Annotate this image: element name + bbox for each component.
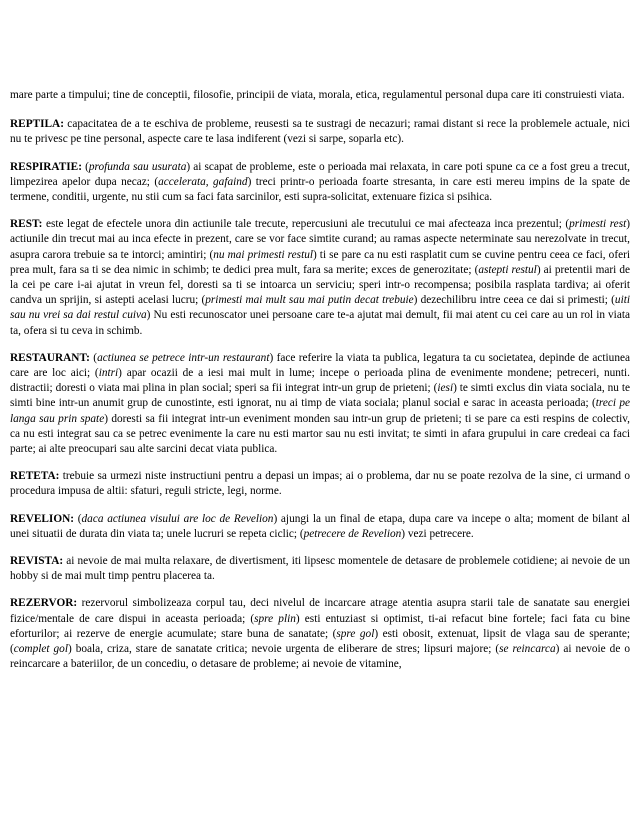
document-page (10, 88, 630, 685)
entry-text: ) actiunile din trecut mai au inca efecte in prezent, care se vor face simtite curand; au ramas aspecte neterminate sau nerezolvate in trecut, asupra carora trebuie sa te intorci; amintiri; ( (10, 218, 630, 261)
entry-text: ) face referire la viata ta publica, legatura ta cu societatea, depinde de actiunea care are loc aici; ( (10, 351, 630, 380)
entry-text: ) esti entuziast si optimist, ti-ai refacut bine fortele; faci fata cu bine eforturilor; ai rezerve de energie acumulate; stare buna de sanatate; ( (10, 612, 631, 640)
dictionary-entry (10, 596, 630, 672)
entry-text: ) ti se pare ca nu esti rasplatit cum se cuvine pentru ceea ce faci, oferi prea mult, fara sa ti se dea nimic in schimb; te dedici prea mult, fara sa merite; exces de generozitate; ( (10, 248, 630, 276)
entry-text: ) vezi petrecere. (401, 527, 474, 540)
dictionary-entry (10, 469, 630, 499)
entry-italic-note: se reincarca (499, 643, 556, 656)
dictionary-entry (10, 554, 630, 584)
entry-italic-note: uiti sau nu vrei sa dai restul cuiva (10, 294, 630, 322)
entry-term: REVISTA: (10, 555, 64, 568)
entry-term: RETETA: (10, 470, 60, 483)
continued-paragraph (10, 88, 630, 103)
entry-text: mare parte a timpului; tine de conceptii, filosofie, principii de viata, morala, etica, regulamentul personal dupa care iti construiesti viata. (10, 89, 625, 101)
entry-italic-note: spre plin (254, 612, 296, 625)
entry-text: ( (89, 351, 98, 364)
entry-italic-note: treci pe langa sau prin spate (10, 397, 630, 425)
entry-text: trebuie sa urmezi niste instructiuni pentru a depasi un impas; ai o problema, dar nu se poate rezolva de la sine, ci urmand o procedura impusa de altii: sfaturi, reguli stricte, legi, norme. (10, 470, 630, 498)
entry-term: REST: (10, 218, 43, 231)
entry-text: ) treci printr-o perioada foarte stresanta, in care esti mereu impins de la spate de termene, conditii, urgente, nu stii cum sa faci fata sarcinilor, esti supra-solicitat, extenuare fizica si psihica. (10, 175, 630, 204)
entry-italic-note: actiunea se petrece intr-un restaurant (97, 351, 270, 364)
entry-text: ) Nu esti recunoscator unei persoane care te-a ajutat mai demult, fii mai atent cu cei care au un rol in viata ta, ofera si tu ceva in schimb. (10, 309, 630, 337)
entry-text: ) ai scapat de probleme, este o perioada mai relaxata, in care poti spune ca ce a fost greu a trecut, limpezirea apelor dupa necaz; ( (10, 160, 630, 188)
entry-text: capacitatea de a te eschiva de probleme, reusesti sa te sustragi de necazuri; ramai distant si rece la problemele actuale, nici nu te privesc pe tine personal, aspecte care te lasa indiferent (vezi si sarpe, soparla etc). (10, 118, 630, 146)
entry-italic-note: nu mai primesti restul (213, 248, 313, 261)
entry-text: ai nevoie de mai multa relaxare, de divertisment, iti lipsesc momentele de detasare de problemele cotidiene; ai nevoie de un hobby si de mai mult timp pentru placerea ta. (10, 555, 630, 583)
entry-term: RESPIRATIE: (10, 160, 82, 173)
entry-text: ) ajungi la un final de etapa, dupa care va incepe o alta; moment de bilant al unei situatii de durata din viata ta; unele lucruri se repeta ciclic; ( (10, 512, 630, 540)
entry-italic-note: daca actiunea visului are loc de Revelion (81, 512, 274, 525)
entry-italic-note: astepti restul (478, 263, 537, 276)
entry-italic-note: petrecere de Revelion (303, 527, 402, 540)
dictionary-entry (10, 117, 630, 147)
entry-text: ) doresti sa fii integrat intr-un eveniment monden sau intr-un grup de prieteni; ti se pare ca esti respins de colectiv, ca nu esti integrat sau ca se petrec evenimente la care nu esti martor sau nu esti invitat; te simti in afara grupului in care credeai ca faci parte; ai alte preocupari sau alte sarcini decat viata publica. (10, 412, 631, 456)
dictionary-entry (10, 351, 630, 457)
entry-text: ) dezechilibru intre ceea ce dai si primesti; ( (413, 294, 615, 307)
entry-text: rezervorul simbolizeaza corpul tau, deci nivelul de incarcare atrage atentia asupra starii tale de sanatate sau energiei fizice/mentale de care dispui in aceasta perioada; ( (10, 597, 630, 625)
entry-term: RESTAURANT: (10, 351, 90, 364)
entry-text: ( (74, 512, 82, 525)
entry-text: ) te simti exclus din viata sociala, nu te simti bine intr-un anumit grup de cunostinte, esti ignorat, nu ai timp de viata sociala; planul social e sarac in aceasta perioada; ( (10, 382, 630, 410)
entry-italic-note: iesi (437, 382, 454, 395)
entry-text: este legat de efectele unora din actiunile tale trecute, repercusiuni ale trecutului ce mai afecteaza inca prezentul; ( (42, 218, 570, 231)
entry-italic-note: accelerata, gafaind (158, 175, 248, 188)
entry-term: REVELION: (10, 512, 75, 525)
entry-text: ) ai nevoie de o reincarcare a bateriilor, de un concediu, o detasare de probleme; ai nevoie de vitamine, (10, 643, 630, 671)
entry-term: REPTILA: (10, 118, 64, 131)
entry-italic-note: intri (98, 367, 119, 380)
dictionary-entry (10, 217, 630, 339)
entry-italic-note: complet gol (13, 643, 68, 656)
entry-text: ) apar ocazii de a iesi mai mult in lume; incepe o perioada plina de evenimente mondene; petreceri, nunti. distractii; doresti o viata mai plina in plan social; speri sa fii integrat intr-un grup de prieteni; ( (10, 367, 630, 395)
entry-term: REZERVOR: (10, 597, 78, 610)
entry-text: ) esti obosit, extenuat, lipsit de vlaga sau de sperante; ( (10, 627, 630, 656)
dictionary-entry (10, 160, 630, 206)
entry-text: ) ai pretentii mari de la cei pe care i-ai ajutat in vreun fel, doresti sa ti se intoarca un serviciu; speri intr-o recompensa; posibila rasplata tardiva; ai oferit candva un sprijin, si astepti acelasi lucru; ( (10, 263, 630, 307)
entry-italic-note: primesti mai mult sau mai putin decat trebuie (205, 294, 414, 307)
entry-italic-note: profunda sau usurata (88, 160, 187, 173)
entry-italic-note: spre gol (336, 627, 375, 640)
entry-text: ) boala, criza, stare de sanatate critica; nevoie urgenta de eliberare de stres; lipsuri majore; ( (67, 643, 500, 656)
entry-text: ( (81, 160, 89, 173)
dictionary-entry (10, 512, 630, 542)
entry-italic-note: primesti rest (569, 218, 627, 231)
